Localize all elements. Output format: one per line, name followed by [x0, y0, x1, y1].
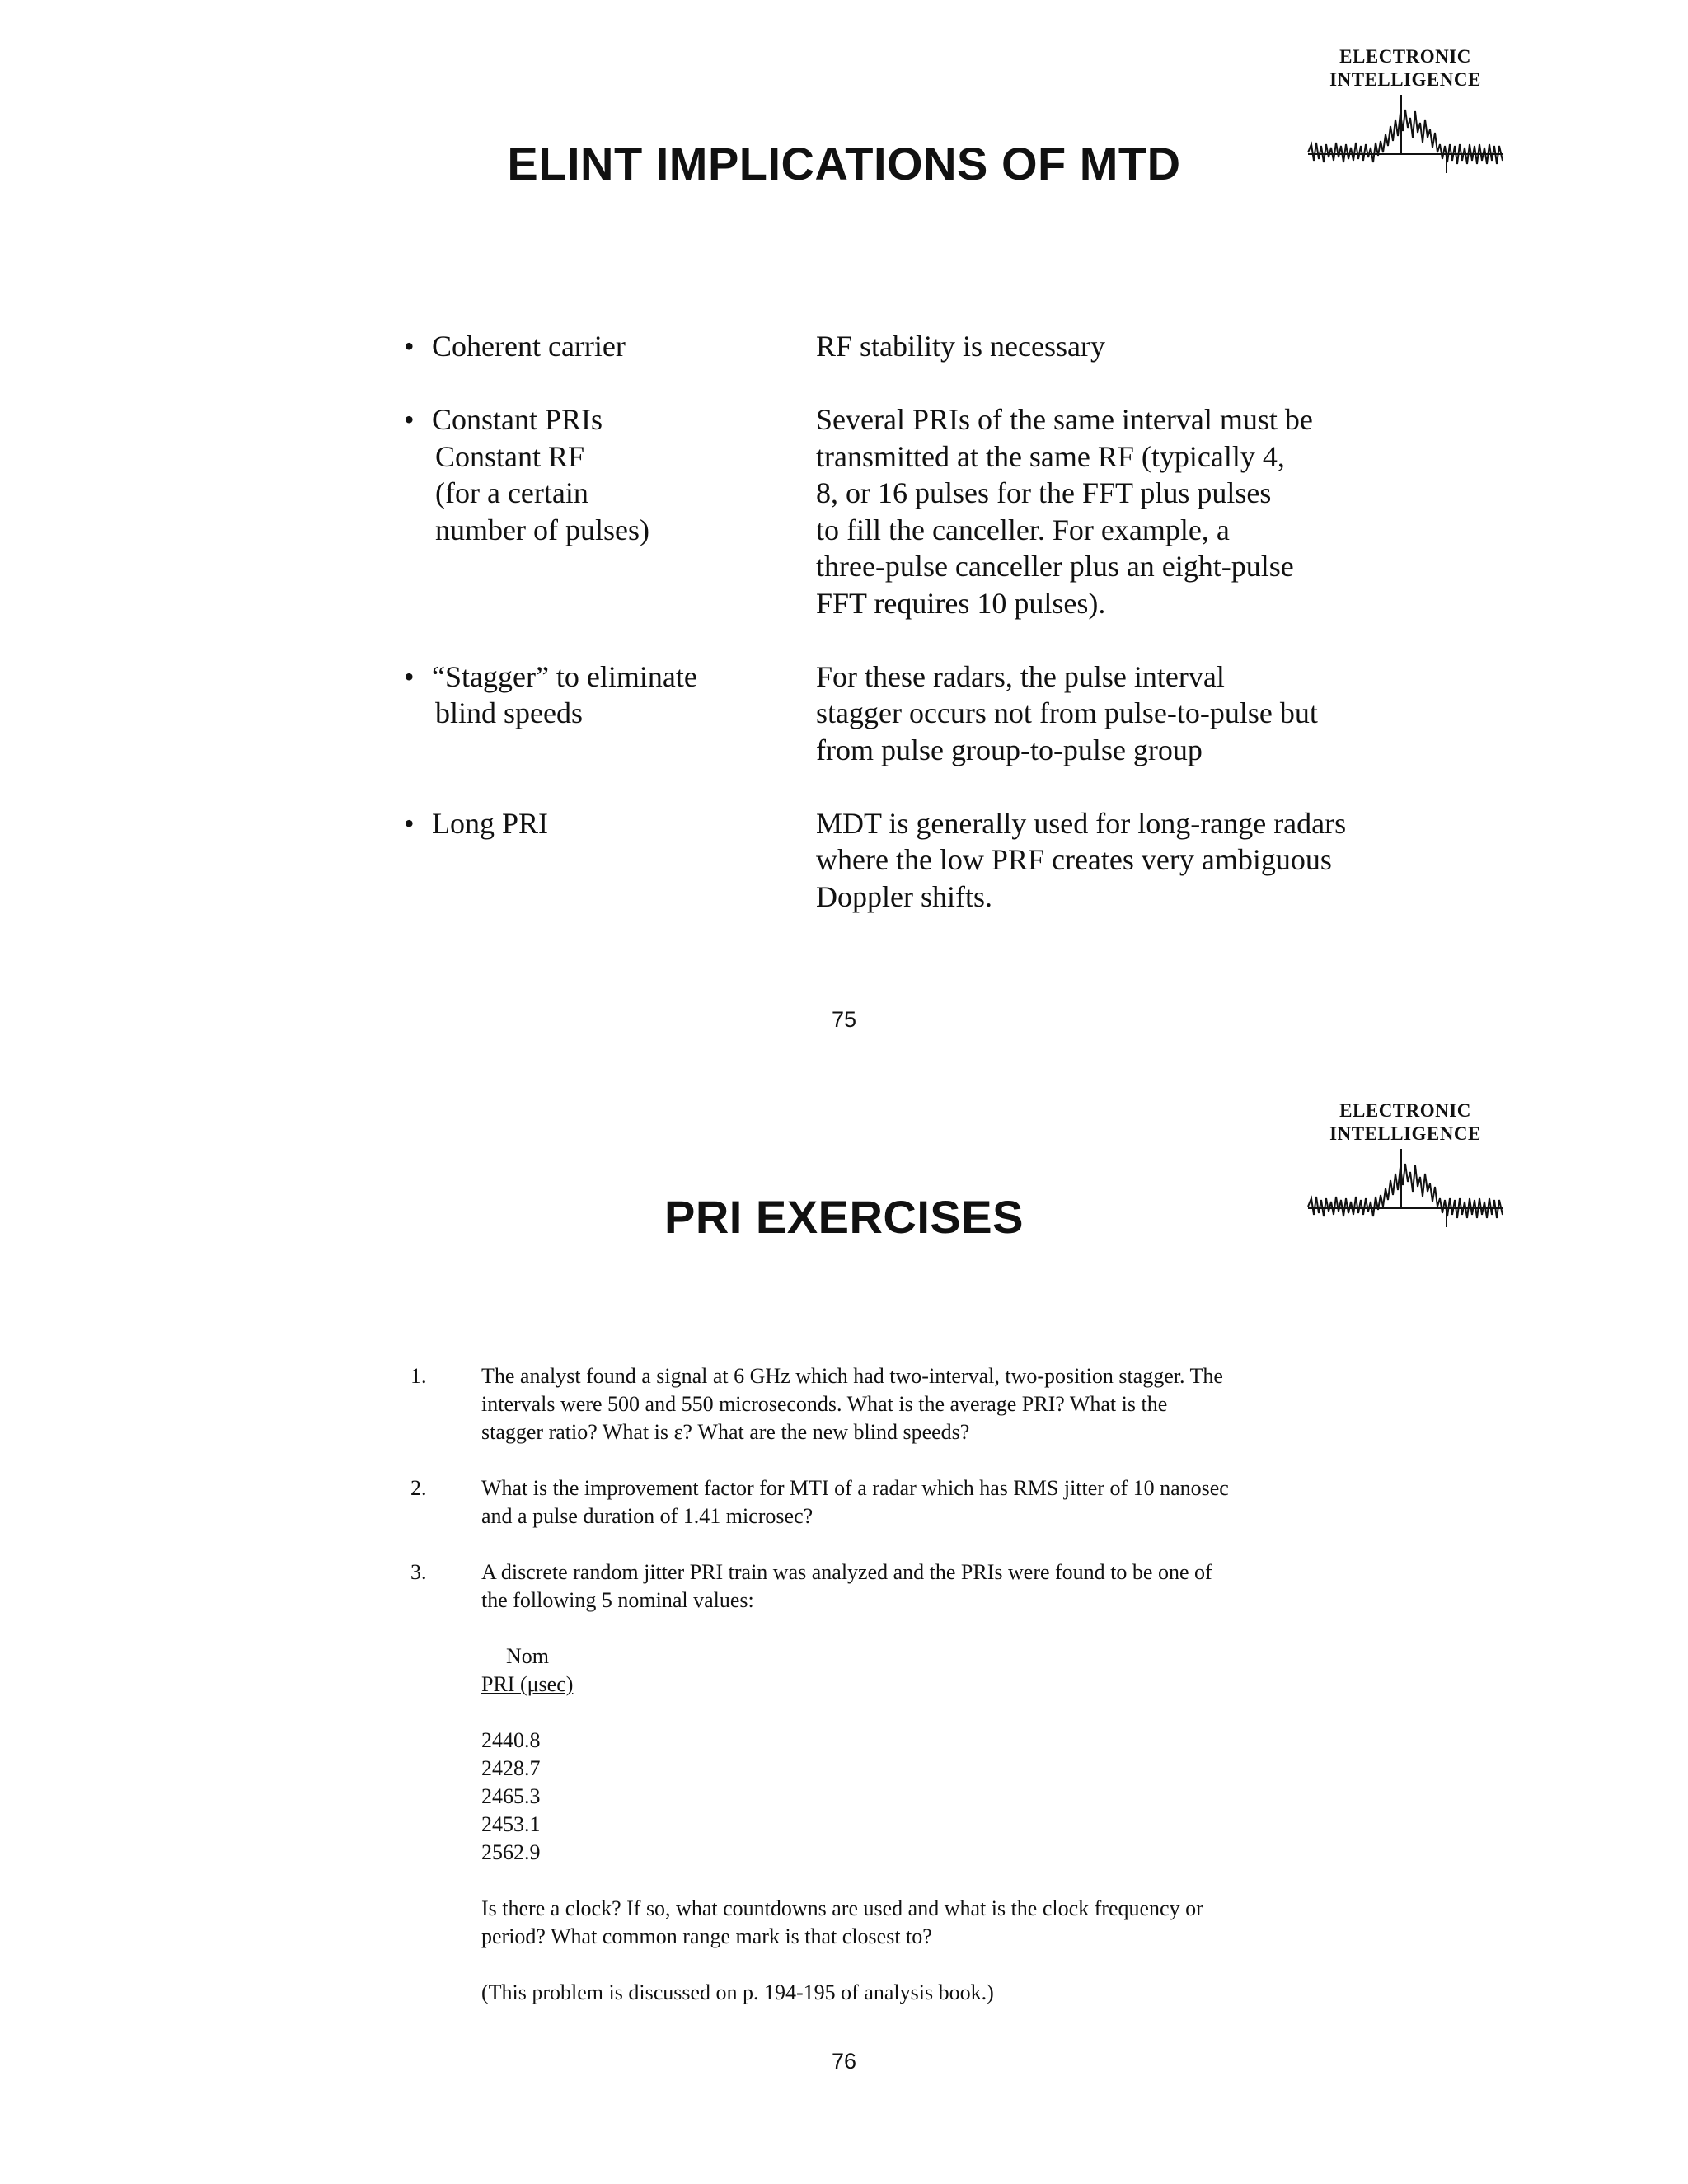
implication-detail: Doppler shifts. [816, 879, 992, 913]
logo-line-2: INTELLIGENCE [1329, 1123, 1481, 1144]
exercise-text: intervals were 500 and 550 microseconds. What is the average PRI? What is the [481, 1392, 1168, 1416]
exercise-number: 2. [410, 1476, 427, 1500]
logo-line-1: ELECTRONIC [1339, 1100, 1471, 1121]
table-row: 2453.1 [481, 1812, 541, 1836]
exercise-text: A discrete random jitter PRI train was analyzed and the PRIs were found to be one of [481, 1560, 1212, 1584]
nominal-pri-table [481, 1643, 1317, 1867]
implication-detail: three-pulse canceller plus an eight-pulse [816, 550, 1294, 583]
pri-exercises-list [410, 1362, 1317, 2035]
table-row: 2440.8 [481, 1728, 541, 1752]
implication-row-1 [404, 328, 1409, 365]
implication-detail: FFT requires 10 pulses). [816, 586, 1106, 620]
logo-line-2: INTELLIGENCE [1329, 69, 1481, 90]
bullet-icon: • [404, 403, 415, 436]
implication-detail: stagger occurs not from pulse-to-pulse but [816, 696, 1318, 729]
implication-detail: where the low PRF creates very ambiguous [816, 843, 1332, 876]
exercise-text: the following 5 nominal values: [481, 1588, 754, 1612]
exercise-number: 3. [410, 1560, 427, 1584]
table-row: 2465.3 [481, 1784, 541, 1808]
implication-label-cont: Constant RF [435, 439, 585, 473]
page-number-75: 75 [831, 1007, 857, 1032]
exercise-item-2 [410, 1474, 1317, 1530]
implication-detail: to fill the canceller. For example, a [816, 513, 1230, 546]
exercise-number: 1. [410, 1364, 427, 1388]
bullet-icon: • [404, 330, 415, 363]
followup-note: (This problem is discussed on p. 194-195 of analysis book.) [481, 1980, 994, 2004]
page-number-76: 76 [831, 2049, 857, 2074]
table-header-top: Nom [506, 1644, 549, 1668]
slide-2-title: PRI EXERCISES [664, 1191, 1024, 1243]
exercise-text: stagger ratio? What is ε? What are the new blind speeds? [481, 1420, 970, 1444]
implication-label: Constant PRIs [432, 403, 603, 436]
implication-detail: Several PRIs of the same interval must be [816, 403, 1313, 436]
slide-1-title: ELINT IMPLICATIONS OF MTD [507, 138, 1181, 190]
implication-label: Long PRI [432, 806, 549, 840]
implication-label-cont: (for a certain [435, 476, 588, 509]
followup-text: period? What common range mark is that closest to? [481, 1924, 932, 1948]
implication-label: Coherent carrier [432, 330, 626, 363]
implication-detail: from pulse group-to-pulse group [816, 733, 1203, 766]
logo-line-1: ELECTRONIC [1339, 46, 1471, 67]
exercise-text: The analyst found a signal at 6 GHz which had two-interval, two-position stagger. The [481, 1364, 1223, 1388]
implication-label: “Stagger” to eliminate [432, 659, 697, 693]
implication-detail: transmitted at the same RF (typically 4, [816, 439, 1285, 473]
implication-detail: MDT is generally used for long-range radars [816, 806, 1347, 840]
implication-detail: RF stability is necessary [816, 330, 1105, 363]
table-header: PRI (μsec) [481, 1672, 574, 1696]
followup-text: Is there a clock? If so, what countdowns are used and what is the clock frequency or [481, 1896, 1203, 1920]
implication-row-3 [404, 658, 1409, 769]
exercise-text: What is the improvement factor for MTI of a radar which has RMS jitter of 10 nanosec [481, 1476, 1229, 1500]
implication-row-2 [404, 401, 1409, 621]
implication-detail: For these radars, the pulse interval [816, 659, 1225, 693]
implication-label-cont: number of pulses) [435, 513, 649, 546]
bullet-icon: • [404, 659, 415, 693]
exercise-item-1 [410, 1362, 1317, 1446]
implication-row-4 [404, 805, 1409, 916]
exercise-item-3 [410, 1558, 1317, 1615]
implication-detail: 8, or 16 pulses for the FFT plus pulses [816, 476, 1272, 509]
exercise-text: and a pulse duration of 1.41 microsec? [481, 1504, 814, 1528]
bullet-icon: • [404, 806, 415, 840]
exercise-followup [481, 1895, 1317, 2007]
table-row: 2428.7 [481, 1756, 541, 1780]
mtd-implications-list [404, 328, 1409, 952]
table-row: 2562.9 [481, 1840, 541, 1864]
implication-label-cont: blind speeds [435, 696, 583, 729]
